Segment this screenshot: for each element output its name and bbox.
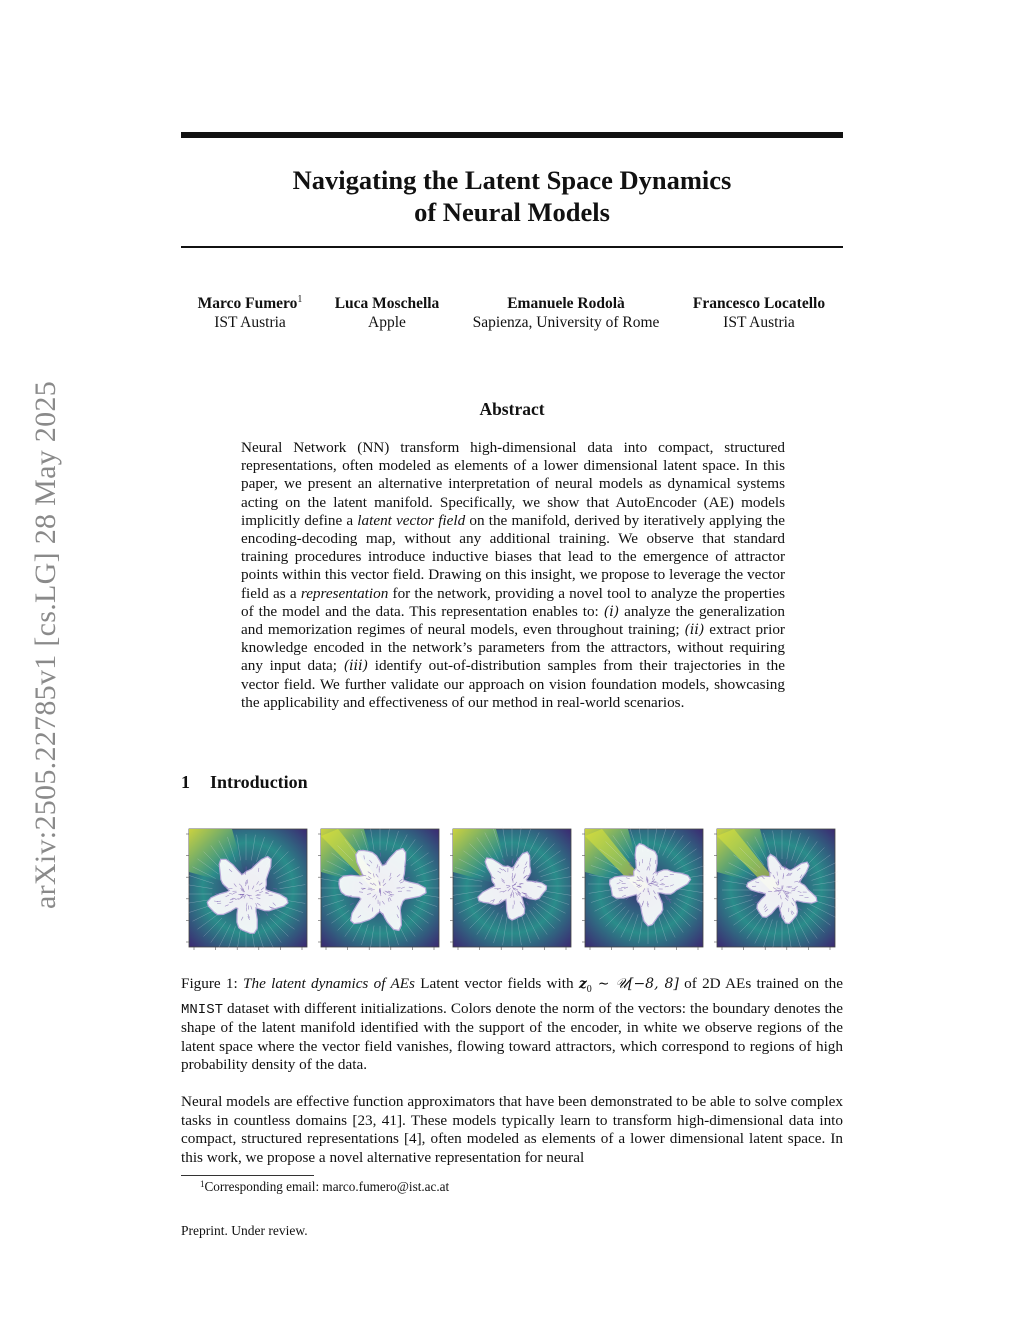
paper-title — [181, 164, 843, 228]
introduction-paragraph: Neural models are effective function approximators that have been demonstrated to be able to solve complex tasks in countless domains [23, 41]. These models typically learn to transform high-dimensional data into compact, structured representations [4], often modeled as elements of a lower dimensional latent space. In this work, we propose a novel alternative representation for neural — [181, 1093, 843, 1166]
author-2 — [335, 294, 440, 332]
footnote-mark: 1 — [200, 1179, 205, 1189]
footnote-text: Corresponding email: marco.fumero@ist.ac.at — [204, 1179, 450, 1194]
author-affiliation: IST Austria — [723, 314, 795, 331]
dataset-name: MNIST — [181, 1001, 224, 1018]
abstract-heading: Abstract — [479, 399, 545, 419]
vector-field-panel-2 — [318, 826, 442, 950]
title-line-2: of Neural Models — [414, 197, 610, 227]
author-affiliation: Apple — [368, 314, 406, 331]
title-line-1: Navigating the Latent Space Dynamics — [292, 165, 732, 195]
emphasis: representation — [300, 584, 389, 602]
figure-1-panels — [186, 826, 838, 950]
author-4 — [693, 294, 825, 332]
author-affiliation: Sapienza, University of Rome — [472, 314, 660, 331]
author-3 — [473, 294, 660, 332]
section-title: Introduction — [210, 772, 308, 792]
author-affiliation: IST Austria — [214, 314, 286, 331]
footnote — [200, 1179, 449, 1195]
emphasis: latent vector field — [357, 511, 466, 529]
author-name: Luca Moschella — [334, 295, 440, 312]
author-1 — [198, 294, 303, 332]
vector-field-panel-4 — [582, 826, 706, 950]
vector-field-panel-5 — [714, 826, 838, 950]
author-name: Emanuele Rodolà — [507, 295, 625, 312]
footnote-rule — [181, 1175, 314, 1176]
author-name: Francesco Locatello — [692, 295, 826, 312]
author-name: Marco Fumero — [197, 295, 298, 312]
vector-field-panel-3 — [450, 826, 574, 950]
title-top-rule — [181, 132, 843, 138]
section-heading-introduction — [181, 772, 308, 793]
abstract-body: Neural Network (NN) transform high-dimensional data into compact, structured representations, often modeled as elements of a lower dimensional latent space. In this paper, we present an alternative interpretation of neural models as dynamical systems acting on the latent manifold. Specifically, we show that AutoEncoder (AE) models implicitly define a latent vector field on the manifold, derived by iteratively applying the encoding-decoding map, without any additional training. We observe that standard training procedures introduce inductive biases that lead to the emergence of attractor points within this vector field. Drawing on this insight, we propose to leverage the vector field as a representation for the network, providing a novel tool to analyze the properties of the model and the data. This representation enables to: (i) analyze the generalization and memorization regimes of neural models, even throughout training; (ii) extract prior knowledge encoded in the network’s parameters from the attractors, without requiring any input data; (iii) identify out-of-distribution samples from their trajectories in the vector field. We further validate our approach on vision foundation models, showcasing the applicability and effectiveness of our method in real-world scenarios. — [241, 439, 785, 711]
arxiv-identifier: arXiv:2505.22785v1 [cs.LG] 28 May 2025 — [29, 381, 62, 909]
caption-title: The latent dynamics of AEs — [243, 975, 415, 992]
section-number: 1 — [181, 772, 190, 792]
author-footnote-mark: 1 — [297, 294, 303, 305]
vector-field-panel-1 — [186, 826, 310, 950]
title-bottom-rule — [181, 246, 843, 248]
figure-1-caption: Figure 1: The latent dynamics of AEs Latent vector fields with $z_0$ ∼ 𝒰[−8, 8] of 2D AEs trained on the MNIST dataset with different initializations. Colors denote the norm of the vectors: the boundary denotes the shape of the latent manifold identified with the support of the encoder, in white we observe regions of the latent space where the vector field vanishes, flowing toward attractors, which correspond to regions of high probability density of the data. — [181, 975, 843, 1074]
preprint-notice: Preprint. Under review. — [181, 1223, 308, 1238]
